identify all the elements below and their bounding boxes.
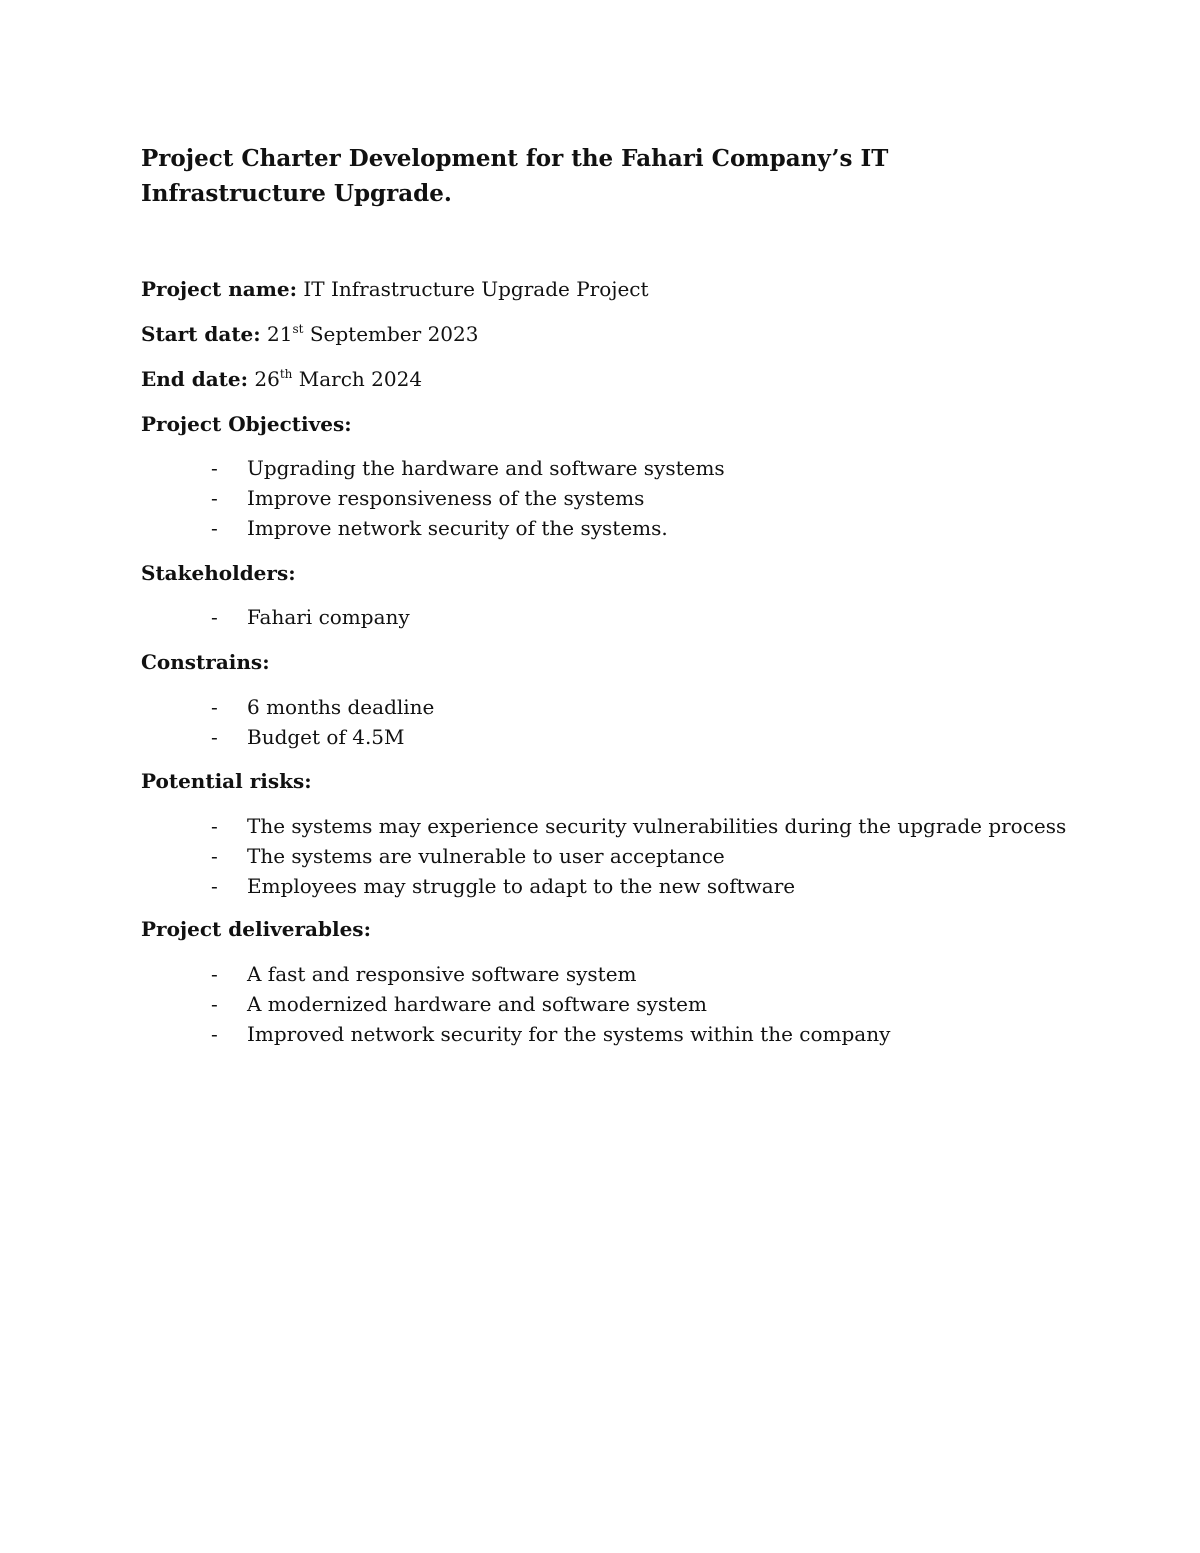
document-title: Project Charter Development for the Fahari Company’s IT Infrastructure Upgrade.	[141, 145, 889, 207]
bullet-dash: -	[211, 695, 218, 719]
bullet-dash: -	[211, 516, 218, 540]
bullet-dash: -	[211, 992, 218, 1016]
project-name-value: IT Infrastructure Upgrade Project	[303, 277, 649, 301]
end-date-day: 26	[254, 367, 280, 391]
bullet-dash: -	[211, 874, 218, 898]
bullet-dash: -	[211, 456, 218, 480]
end-date-suffix: th	[279, 367, 293, 381]
start-date-field	[141, 321, 478, 347]
deliverable-text: Improved network security for the systems within the company	[247, 1022, 891, 1046]
bullet-dash: -	[211, 1022, 218, 1046]
risk-text: Employees may struggle to adapt to the new software	[247, 874, 796, 898]
stakeholders-heading: Stakeholders:	[141, 561, 296, 585]
start-date-label: Start date:	[141, 322, 261, 346]
bullet-dash: -	[211, 962, 218, 986]
bullet-dash: -	[211, 605, 218, 629]
constraint-text: 6 months deadline	[247, 695, 435, 719]
constraints-heading: Constrains:	[141, 650, 270, 674]
start-date-suffix: st	[292, 322, 304, 336]
deliverable-text: A modernized hardware and software system	[247, 992, 707, 1016]
end-date-rest: March 2024	[298, 367, 423, 391]
constraint-text: Budget of 4.5M	[247, 725, 405, 749]
project-name-label: Project name:	[141, 277, 298, 301]
objective-text: Improve network security of the systems.	[247, 516, 668, 540]
bullet-dash: -	[211, 844, 218, 868]
bullet-dash: -	[211, 486, 218, 510]
risk-text: The systems are vulnerable to user acceptance	[247, 844, 725, 868]
objective-text: Upgrading the hardware and software systems	[247, 456, 725, 480]
risk-text: The systems may experience security vulnerabilities during the upgrade process	[247, 814, 1067, 838]
objective-text: Improve responsiveness of the systems	[247, 486, 645, 510]
bullet-dash: -	[211, 725, 218, 749]
end-date-label: End date:	[141, 367, 249, 391]
start-date-day: 21	[267, 322, 293, 346]
project-name-field	[141, 276, 649, 302]
start-date-rest: September 2023	[309, 322, 479, 346]
stakeholder-text: Fahari company	[247, 605, 410, 629]
deliverable-text: A fast and responsive software system	[247, 962, 637, 986]
deliverables-heading: Project deliverables:	[141, 917, 371, 941]
objectives-heading: Project Objectives:	[141, 412, 352, 436]
bullet-dash: -	[211, 814, 218, 838]
risks-heading: Potential risks:	[141, 769, 312, 793]
end-date-field	[141, 366, 422, 392]
